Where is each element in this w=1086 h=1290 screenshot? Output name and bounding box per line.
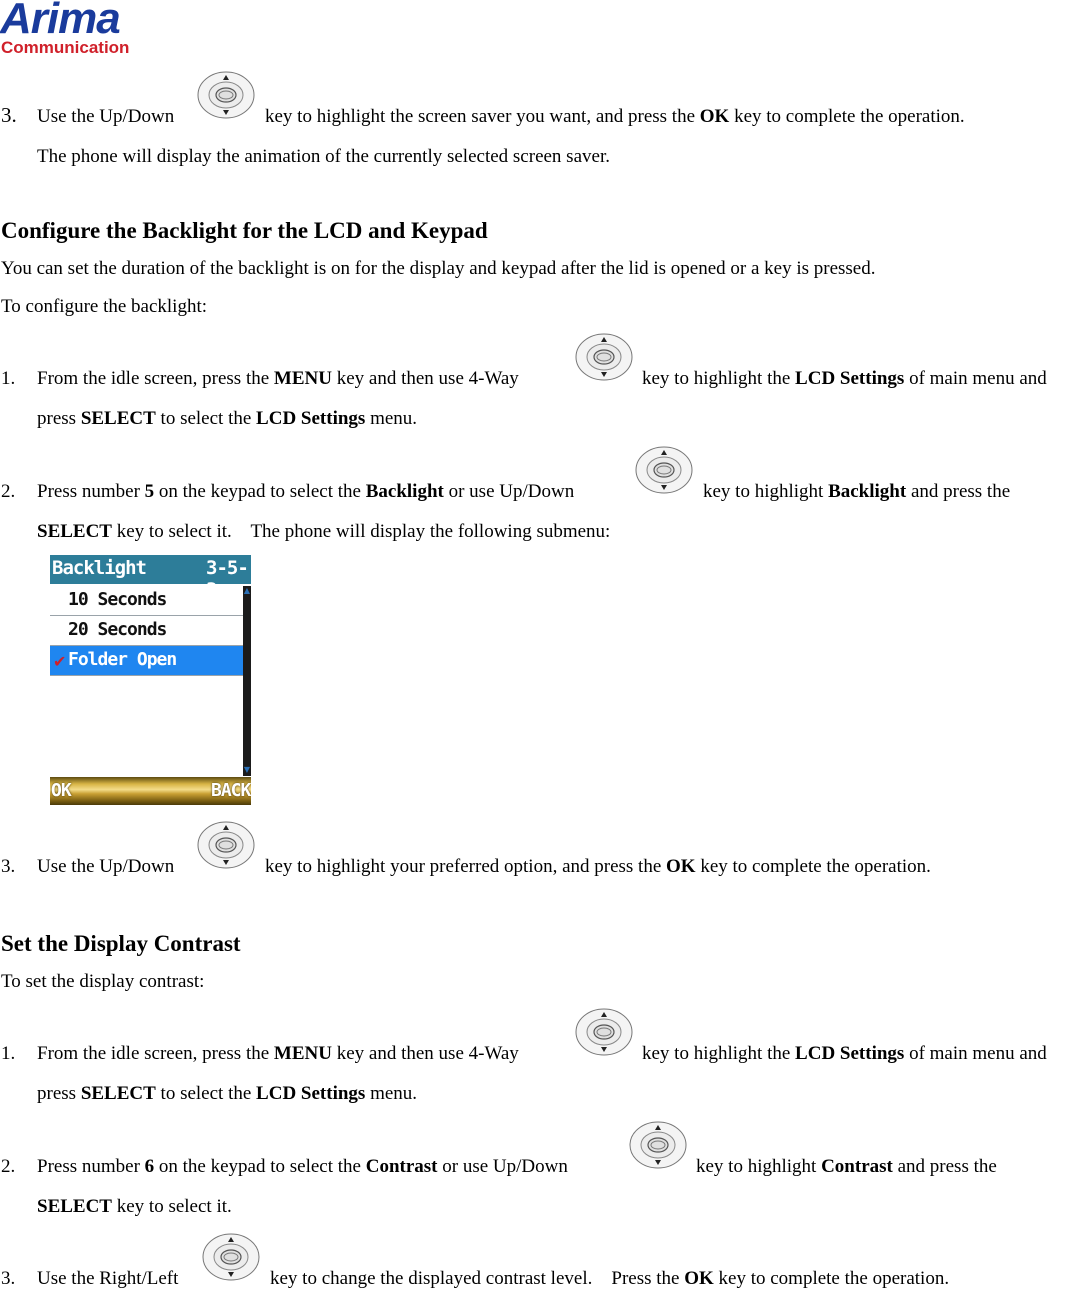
phone-screenshot [50, 555, 251, 805]
paragraph: To configure the backlight: [1, 296, 208, 317]
step-number: 3. [1, 1268, 16, 1289]
four-way-key-icon [629, 1120, 687, 1170]
menu-item[interactable]: 20 Seconds [50, 616, 243, 646]
step-text: key to highlight Backlight and press the [703, 481, 1011, 502]
step-text: SELECT key to select it. [37, 1196, 232, 1217]
step-text: SELECT key to select it. The phone will display the following submenu: [37, 521, 611, 542]
step-text: From the idle screen, press the MENU key and then use 4-Way [37, 1043, 519, 1064]
step-text: The phone will display the animation of the currently selected screen saver. [37, 146, 610, 167]
step-text: press SELECT to select the LCD Settings menu. [37, 1083, 418, 1104]
step-text: Use the Right/Left [37, 1268, 179, 1289]
section-heading-contrast: Set the Display Contrast [1, 931, 241, 956]
screen-title: Backlight [52, 557, 146, 579]
four-way-key-icon [575, 1007, 633, 1057]
check-icon: ✔ [53, 652, 67, 671]
paragraph: You can set the duration of the backlight is on for the display and keypad after the lid is opened or a key is pressed. [1, 258, 876, 279]
step-text: From the idle screen, press the MENU key and then use 4-Way [37, 368, 519, 389]
step-number: 2. [1, 481, 16, 502]
step-number: 1. [1, 1043, 16, 1064]
step-text: key to change the displayed contrast level. Press the OK key to complete the operation. [270, 1268, 950, 1289]
step-number: 1. [1, 368, 16, 389]
step-text: key to highlight the screen saver you want, and press the OK key to complete the operation. [265, 106, 965, 127]
step-text: Use the Up/Down [37, 856, 175, 877]
step-number: 2. [1, 1156, 16, 1177]
softkey-ok[interactable]: OK [51, 780, 71, 801]
step-text: Press number 5 on the keypad to select the Backlight or use Up/Down [37, 481, 575, 502]
step-text: key to highlight Contrast and press the [696, 1156, 997, 1177]
four-way-key-icon [635, 445, 693, 495]
paragraph: To set the display contrast: [1, 971, 205, 992]
four-way-key-icon [197, 820, 255, 870]
menu-item-selected[interactable]: ✔ Folder Open [50, 646, 243, 676]
softkey-bar [50, 777, 251, 805]
menu-item[interactable]: 10 Seconds [50, 586, 243, 616]
four-way-key-icon [202, 1232, 260, 1282]
four-way-key-icon [197, 70, 255, 120]
section-heading-backlight: Configure the Backlight for the LCD and Keypad [1, 218, 488, 243]
logo-brand: Arima [0, 0, 120, 43]
four-way-key-icon [575, 332, 633, 382]
step-number: 3. [1, 103, 17, 127]
step-text: key to highlight the LCD Settings of main menu and [642, 1043, 1047, 1064]
scrollbar[interactable] [243, 586, 251, 776]
step-text: Press number 6 on the keypad to select the Contrast or use Up/Down [37, 1156, 568, 1177]
step-text: key to highlight your preferred option, and press the OK key to complete the operation. [265, 856, 931, 877]
scroll-up-icon: ▲ [243, 586, 251, 595]
step-text: press SELECT to select the LCD Settings menu. [37, 408, 418, 429]
step-text: Use the Up/Down [37, 106, 175, 127]
step-text: key to highlight the LCD Settings of main menu and [642, 368, 1047, 389]
logo-subtitle: Communication [1, 38, 130, 57]
softkey-back[interactable]: BACK [211, 780, 251, 801]
menu-code: 3-5-3 [206, 557, 248, 601]
step-number: 3. [1, 856, 16, 877]
scroll-down-icon: ▼ [243, 765, 251, 774]
